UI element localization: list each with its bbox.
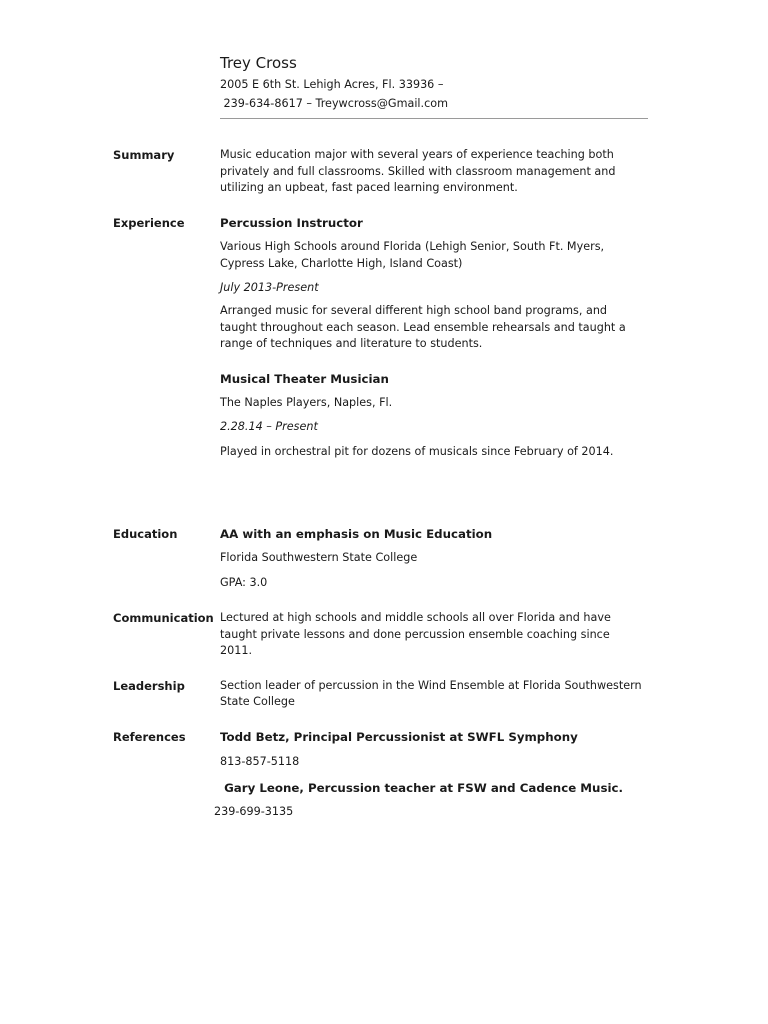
communication-label: Communication xyxy=(113,611,214,625)
reference-name: Todd Betz, Principal Percussionist at SWFL Symphony xyxy=(220,730,578,744)
job-dates: July 2013-Present xyxy=(220,281,319,294)
summary-line: Music education major with several years of experience teaching both xyxy=(220,148,614,161)
job-description: Arranged music for several different high school band programs, and xyxy=(220,304,608,317)
job-title: Musical Theater Musician xyxy=(220,372,389,386)
job-description: range of techniques and literature to students. xyxy=(220,337,483,350)
summary-line: privately and full classrooms. Skilled with classroom management and xyxy=(220,165,616,178)
summary-label: Summary xyxy=(113,148,175,162)
reference-name: Gary Leone, Percussion teacher at FSW and Cadence Music. xyxy=(220,781,623,795)
education-label: Education xyxy=(113,527,178,541)
summary-line: utilizing an upbeat, fast paced learning environment. xyxy=(220,181,518,194)
job-dates: 2.28.14 – Present xyxy=(220,420,318,433)
leadership-line: Section leader of percussion in the Wind Ensemble at Florida Southwestern xyxy=(220,679,642,692)
job-description: Played in orchestral pit for dozens of musicals since February of 2014. xyxy=(220,445,614,458)
communication-line: Lectured at high schools and middle schools all over Florida and have xyxy=(220,611,611,624)
resume-name: Trey Cross xyxy=(220,54,297,72)
job-organization: The Naples Players, Naples, Fl. xyxy=(220,396,393,409)
leadership-line: State College xyxy=(220,695,295,708)
job-organization: Cypress Lake, Charlotte High, Island Coast) xyxy=(220,257,463,270)
job-description: taught throughout each season. Lead ensemble rehearsals and taught a xyxy=(220,321,626,334)
address-line: 2005 E 6th St. Lehigh Acres, Fl. 33936 – xyxy=(220,78,444,91)
reference-phone: 813-857-5118 xyxy=(220,755,300,768)
communication-line: taught private lessons and done percussion ensemble coaching since xyxy=(220,628,610,641)
education-gpa: GPA: 3.0 xyxy=(220,576,268,589)
communication-line: 2011. xyxy=(220,644,253,657)
reference-phone: 239-699-3135 xyxy=(214,805,294,818)
experience-label: Experience xyxy=(113,216,185,230)
job-organization: Various High Schools around Florida (Lehigh Senior, South Ft. Myers, xyxy=(220,240,605,253)
leadership-label: Leadership xyxy=(113,679,185,693)
job-title: Percussion Instructor xyxy=(220,216,363,230)
header-divider xyxy=(220,118,648,119)
references-label: References xyxy=(113,730,186,744)
education-school: Florida Southwestern State College xyxy=(220,551,418,564)
contact-line: 239-634-8617 – Treywcross@Gmail.com xyxy=(220,97,448,110)
education-degree: AA with an emphasis on Music Education xyxy=(220,527,493,541)
